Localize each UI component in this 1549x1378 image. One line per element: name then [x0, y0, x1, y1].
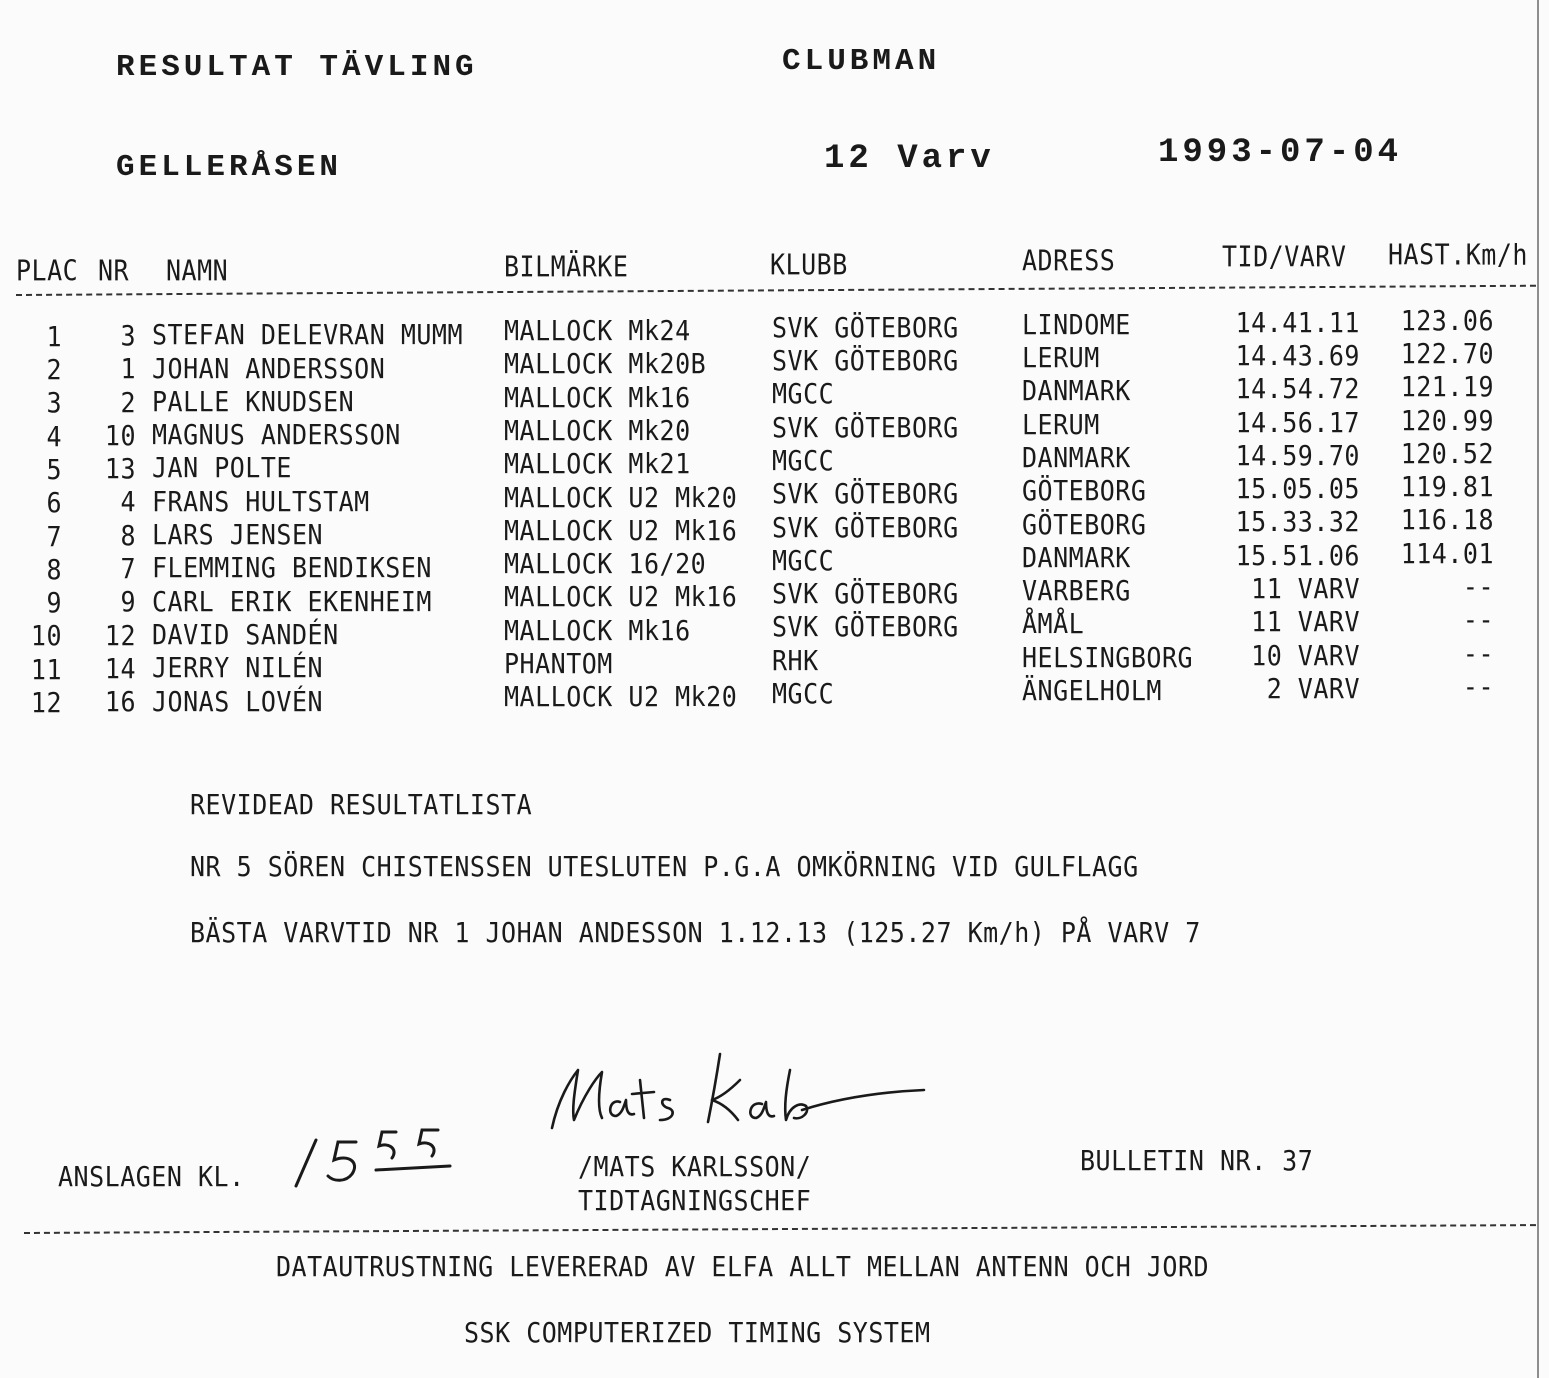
row-hast: 123.06	[1400, 304, 1494, 337]
row-nr: 12	[104, 619, 136, 652]
col-klubb: KLUBB	[770, 247, 848, 282]
row-hast: --	[1462, 637, 1494, 670]
col-adress: ADRESS	[1022, 243, 1116, 278]
row-klubb: SVK GÖTEBORG	[772, 577, 959, 610]
row-adress: HELSINGBORG	[1022, 641, 1194, 674]
col-tid: TID/VARV	[1222, 239, 1347, 274]
bulletin-number: BULLETIN NR. 37	[1080, 1144, 1314, 1177]
row-nr: 10	[104, 419, 136, 452]
system-line: SSK COMPUTERIZED TIMING SYSTEM	[464, 1316, 931, 1349]
row-hast: 122.70	[1400, 337, 1494, 370]
signature-handwriting	[540, 1040, 940, 1140]
row-klubb: MGCC	[772, 677, 835, 710]
row-klubb: MGCC	[772, 444, 835, 477]
row-nr: 9	[120, 585, 136, 618]
row-plac: 1	[46, 320, 62, 353]
row-hast: --	[1462, 670, 1494, 703]
row-namn: FLEMMING BENDIKSEN	[152, 551, 432, 584]
row-plac: 8	[46, 553, 62, 586]
row-hast: 116.18	[1400, 503, 1494, 536]
row-bilmarke: MALLOCK Mk16	[504, 381, 691, 414]
col-nr: NR	[98, 253, 130, 288]
row-plac: 9	[46, 586, 62, 619]
row-tid: 14.43.69	[1235, 339, 1360, 372]
signer-name: /MATS KARLSSON/	[578, 1150, 812, 1183]
row-tid: 15.51.06	[1235, 539, 1360, 572]
row-nr: 14	[104, 652, 136, 685]
row-namn: PALLE KNUDSEN	[152, 385, 355, 418]
lap-count: 12 Varv	[824, 140, 995, 178]
row-klubb: SVK GÖTEBORG	[772, 344, 959, 377]
note-revised: REVIDEAD RESULTATLISTA	[190, 788, 533, 821]
row-klubb: RHK	[772, 644, 819, 677]
row-nr: 16	[104, 685, 136, 718]
row-namn: DAVID SANDÉN	[152, 618, 339, 651]
page-edge	[1537, 0, 1539, 1378]
row-bilmarke: MALLOCK Mk20B	[504, 347, 707, 380]
row-plac: 7	[46, 520, 62, 552]
row-bilmarke: MALLOCK 16/20	[504, 547, 707, 580]
note-excluded: NR 5 SÖREN CHISTENSSEN UTESLUTEN P.G.A OMKÖRNING VID GULFLAGG	[190, 850, 1139, 883]
col-namn: NAMN	[166, 253, 229, 288]
row-plac: 2	[46, 353, 62, 386]
row-plac: 12	[30, 686, 62, 719]
signer-title: TIDTAGNINGSCHEF	[578, 1184, 812, 1217]
row-tid: 15.05.05	[1235, 472, 1360, 505]
sponsor-line: DATAUTRUSTNING LEVERERAD AV ELFA ALLT MELLAN ANTENN OCH JORD	[276, 1250, 1210, 1283]
row-adress: LINDOME	[1022, 308, 1131, 341]
row-tid: 14.41.11	[1235, 306, 1360, 339]
title-right: CLUBMAN	[782, 44, 941, 79]
row-adress: ÅMÅL	[1022, 607, 1085, 640]
row-tid: 15.33.32	[1235, 505, 1360, 538]
row-hast: 120.52	[1400, 437, 1494, 470]
row-bilmarke: MALLOCK U2 Mk16	[504, 580, 738, 613]
row-bilmarke: MALLOCK Mk16	[504, 614, 691, 647]
row-namn: MAGNUS ANDERSSON	[152, 418, 401, 451]
row-adress: GÖTEBORG	[1022, 474, 1147, 507]
row-namn: JERRY NILÉN	[152, 651, 324, 684]
note-best-lap: BÄSTA VARVTID NR 1 JOHAN ANDESSON 1.12.13 (125.27 Km/h) PÅ VARV 7	[190, 916, 1201, 949]
header-divider	[16, 285, 1536, 296]
row-bilmarke: MALLOCK U2 Mk16	[504, 514, 738, 547]
row-klubb: SVK GÖTEBORG	[772, 610, 959, 643]
row-adress: DANMARK	[1022, 374, 1131, 407]
footer-divider	[24, 1224, 1536, 1234]
row-plac: 4	[46, 420, 62, 453]
title-left: RESULTAT TÄVLING	[116, 50, 478, 85]
row-tid: 14.56.17	[1235, 406, 1360, 438]
row-tid: 11 VARV	[1251, 572, 1360, 605]
row-namn: LARS JENSEN	[152, 518, 324, 551]
posted-label: ANSLAGEN KL.	[58, 1160, 245, 1193]
row-nr: 3	[120, 319, 136, 352]
row-hast: 121.19	[1400, 370, 1494, 403]
col-plac: PLAC	[16, 253, 79, 288]
row-bilmarke: MALLOCK Mk24	[504, 314, 691, 347]
row-hast: 120.99	[1400, 404, 1494, 436]
row-hast: 114.01	[1400, 537, 1494, 570]
row-nr: 7	[120, 552, 136, 585]
row-hast: --	[1462, 570, 1494, 603]
row-adress: ÄNGELHOLM	[1022, 674, 1162, 707]
row-namn: JOHAN ANDERSSON	[152, 352, 386, 384]
row-plac: 5	[46, 453, 62, 486]
row-namn: FRANS HULTSTAM	[152, 485, 370, 518]
row-namn: JONAS LOVÉN	[152, 685, 324, 717]
row-klubb: SVK GÖTEBORG	[772, 311, 959, 344]
row-nr: 8	[120, 519, 136, 552]
row-bilmarke: MALLOCK Mk21	[504, 447, 691, 480]
row-bilmarke: MALLOCK Mk20	[504, 414, 691, 447]
race-date: 1993-07-04	[1158, 134, 1403, 172]
row-adress: DANMARK	[1022, 541, 1131, 574]
row-adress: DANMARK	[1022, 441, 1131, 474]
row-tid: 14.54.72	[1235, 372, 1360, 405]
row-namn: CARL ERIK EKENHEIM	[152, 585, 432, 618]
row-namn: STEFAN DELEVRAN MUMM	[152, 318, 464, 351]
row-tid: 14.59.70	[1235, 439, 1360, 472]
row-klubb: SVK GÖTEBORG	[772, 477, 959, 510]
col-bilmarke: BILMÄRKE	[504, 249, 629, 284]
row-tid: 10 VARV	[1251, 639, 1360, 672]
row-adress: VARBERG	[1022, 574, 1131, 607]
row-tid: 11 VARV	[1251, 605, 1360, 638]
row-hast: 119.81	[1400, 470, 1494, 503]
row-tid: 2 VARV	[1266, 672, 1360, 705]
row-hast: --	[1462, 603, 1494, 636]
col-hast: HAST.Km/h	[1388, 237, 1528, 272]
row-nr: 13	[104, 452, 136, 485]
row-plac: 10	[30, 619, 62, 652]
track-name: GELLERÅSEN	[116, 150, 343, 185]
row-adress: LERUM	[1022, 408, 1100, 441]
row-klubb: MGCC	[772, 377, 835, 410]
row-klubb: SVK GÖTEBORG	[772, 411, 959, 444]
row-nr: 2	[120, 386, 136, 418]
row-nr: 4	[120, 485, 136, 518]
row-namn: JAN POLTE	[152, 451, 292, 484]
posted-time-handwriting	[288, 1120, 478, 1200]
row-plac: 3	[46, 386, 62, 419]
row-bilmarke: MALLOCK U2 Mk20	[504, 481, 738, 513]
row-klubb: SVK GÖTEBORG	[772, 511, 959, 543]
row-klubb: MGCC	[772, 544, 835, 577]
row-bilmarke: MALLOCK U2 Mk20	[504, 680, 738, 713]
row-plac: 6	[46, 486, 62, 519]
row-plac: 11	[30, 653, 62, 686]
row-adress: GÖTEBORG	[1022, 508, 1147, 540]
row-bilmarke: PHANTOM	[504, 647, 613, 680]
row-adress: LERUM	[1022, 341, 1100, 374]
row-nr: 1	[120, 352, 136, 385]
